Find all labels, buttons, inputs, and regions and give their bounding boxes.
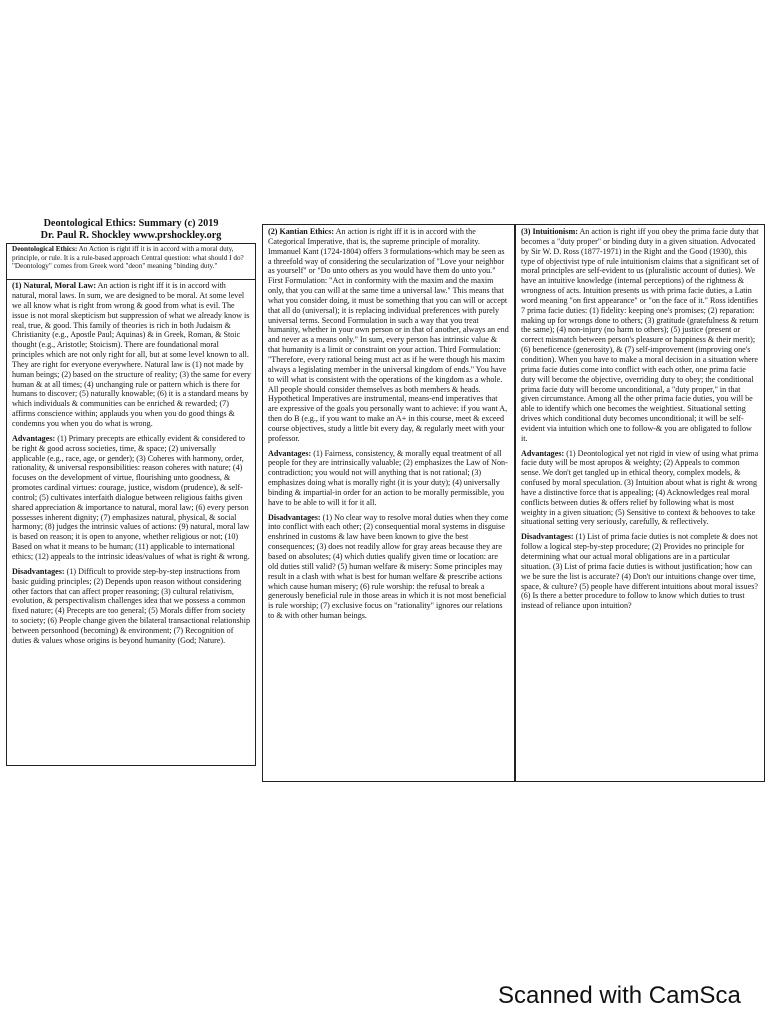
kantian-advantages: [268, 449, 509, 508]
advantages-text: (1) Deontological yet not rigid in view of using what prima facie duty will be most apropos & weighty; (2) Appeals to common sense. We don't get tangled up in ethical theory, complex models, & confused by moral speculation. (3) Intuition about what is right & wrong have a distinctive force that is appealing; (4) Acknowledges real moral conflicts between duties & offers relief by following what is most weighty in a given situation; (5) Sensitive to context & behooves to take situational setting very seriously, carefully, & reflectively.: [521, 448, 759, 527]
intro-box: [6, 243, 256, 280]
kantian-definition: [268, 227, 509, 444]
intuitionism-disadvantages: [521, 532, 759, 611]
intuitionism-advantages: [521, 449, 759, 528]
scanner-watermark: Scanned with CamSca: [498, 982, 741, 1009]
summary-sheet: [6, 218, 762, 780]
intuitionism-label: (3) Intuitionism:: [521, 227, 578, 236]
advantages-label: Advantages:: [521, 448, 565, 458]
column-intuitionism: [515, 224, 765, 782]
advantages-text: (1) Primary precepts are ethically evident & considered to be right & good across societies, time, & space; (2) universally applicable (e.g., race, age, or gender); (3) Coheres with harmony, order, rationality, & universal responsibilities: reason coheres with nature; (4) focuses on the development of virtue, flourishing unto goodness, & promotes cardinal virtues: courage, justice, wisdom (prudence), & self-control; (5) cultivates interfaith dialogue between religious faiths given shared appreciation & importance to natural, moral law; (6) every person possesses inherent dignity; (7) emphasizes natural, physical, & social harmony; (8) judges the intrinsic values of actions: (9) natural, moral law is based on reason; it is open to anyone, whether religious or not; (10) Based on what it means to be human; (11) applicable to international ethics; (12) appeals to the intrinsic ideas/values of what is right & wrong.: [12, 433, 250, 561]
intuitionism-definition: [521, 227, 759, 444]
disadvantages-label: Disadvantages:: [12, 566, 65, 576]
natural-law-disadvantages: [12, 567, 251, 646]
intuitionism-text: An action is right iff you obey the prima facie duty that becomes a "duty proper" or binding duty in a given situation. Advocated by Sir W. D. Ross (1877-1971) in the Right and the Good (1930), this type of objectivist type of rule intuitionism claims that a significant set of moral principles are self-evident to us (pluralistic account of duties). We have an intuitive knowledge (internal perceptions) of the rightness & wrongness of acts. Intuition presents us with prima facie duties, a Latin word meaning "on first appearance" or "on the face of it." Ross identifies 7 prima facie duties: (1) fidelity: keeping one's promises; (2) reparation: making up for wrongs done to others; (3) gratitude (gratefulness & return the same); (4) non-injury (no harm to others); (5) justice (present or correct mismatch between person's pleasure or happiness & their merit); (6) beneficence (generosity), & (7) self-improvement (improving one's condition). When you have to make a moral decision in a situation where prima facie duties come into conflict with each other, one prima facie duty will become the objective, overriding duty to obey; the conditional prima facie duty will become unconditional, a "duty proper," in that given circumstance. Among all the other prima facie duties, you will be able to identify which one becomes the weightiest. Situational setting drives which conditional duty becomes unconditional; it will be self-evident via intuition which one to follow-& you are obligated to follow it.: [521, 227, 759, 443]
intro-text: An Action is right iff it is in accord with a moral duty, principle, or rule. It is a rule-based approach Central question: what should I do? "Deontology" comes from Greek word "deon" meaning "binding duty.": [12, 245, 244, 270]
natural-law-text: An action is right iff it is in accord with natural, moral laws. In sum, we are designed to be moral. At some level we all know what is right from wrong & good from what is evil. The issue is not moral skepticism but suppression of what we already know is real, true, & good. This family of theories is rich in both Judaism & Christianity (e.g., Apostle Paul; Aquinas) & in Greek, Roman, & Stoic thought (e.g., Aristotle; Stoicism). There are foundational moral principles which are not only right for all, but at some level known to all. They are right for everyone everywhere. Natural law is (1) not made by human beings; (2) based on the structure of reality; (3) the same for every human & at all times; (4) unchanging rule or pattern which is there for humans to discover; (5) naturally knowable; (6) it is a standard means by which individuals & communities can be enriched & rewarded; (7) affirms conscience within; applauds you when you do good things & condemns you when you do what is wrong.: [12, 281, 251, 428]
title-line: Deontological Ethics: Summary (c) 2019: [43, 218, 219, 229]
disadvantages-text: (1) No clear way to resolve moral duties when they come into conflict with each other; (2) consequential moral systems in disguise enshrined in customs & law have been known to give the best consequences; (3) does not readily allow for gray areas because they are based on absolutes; (4) which duties qualify given time or location: are old duties still valid? (5) human welfare & misery: Some principles may result in a clash with what is best for human welfare & prescribe actions which cause human misery; (6) rule worship: the refusal to break a generously beneficial rule in those areas in which it is not most beneficial is rule worship; (7) exclusive focus on "rationality" ignores our relations to & with other human beings.: [268, 512, 509, 621]
disadvantages-label: Disadvantages:: [268, 512, 321, 522]
natural-law-label: (1) Natural, Moral Law:: [12, 281, 97, 291]
natural-law-box: [6, 280, 256, 766]
natural-law-definition: [12, 281, 251, 429]
kantian-text: An action is right iff it is in accord with the Categorical Imperative, that is, the supreme principle of morality. Immanuel Kant (1724-1804) offers 3 formulations-which may be seen as a threefold way of considering the secularization of "Love your neighbor as yourself" or "Do unto others as you would have them do unto you." First Formulation: "Act in conformity with the maxim and the maxim only, that you can will at the same time a universal law." This means that what you consider doing, it must be something that you can will or accept that all do (universal); it is replacing individual preferences with purely universal terms. Second Formulation in such a way that you treat humanity, whether in your own person or in that of another, always an end and never as a means only." In sum, every person has intrinsic value & that humanity is a limit or constraint on your action. Third Formulation: "Therefore, every rational being must act as if he were though his maxim always a legislating member in the universal kingdom of ends." You have to will what is consistent with the operations of the kingdom as a whole. All people should consider themselves as both members & heads. Hypothetical Imperatives are instrumental, means-end imperatives that are expressive of the goals you personally want to achieve: if you want A, then do B (e.g., if you want to make an A+ in this course, meet & exceed course objectives, study a little bit every day, & regularly meet with your professor.: [268, 227, 509, 443]
kantian-disadvantages: [268, 513, 509, 621]
kantian-label: (2) Kantian Ethics:: [268, 227, 335, 236]
natural-law-advantages: [12, 434, 251, 562]
advantages-text: (1) Fairness, consistency, & morally equal treatment of all people for they are intrinsically valuable; (2) emphasizes the Law of Non-contradiction; you would not will anything that is not rational; (3) emphasizes doing what is morally right (it is your duty); (4) universally binding & impartial-in order for an action to be morally permissible, you have to be able to will it for it all.: [268, 448, 508, 507]
document-title: [6, 218, 256, 241]
author-line: Dr. Paul R. Shockley www.prshockley.org: [40, 229, 222, 241]
advantages-label: Advantages:: [268, 448, 312, 458]
disadvantages-text: (1) Difficult to provide step-by-step instructions from basic guiding principles; (2) Depends upon reason without considering other factors that can affect proper reasoning; (3) cultural relativism, evolution, & perspectivalism challenges idea that we possess a common fixed nature; (4) Precepts are too general; (5) Morals differ from society to society; (6) People change given the bilateral transactional relationship between personhood (becoming) & environment; (7) Recognition of duties & values whose origins is beyond humanity (God; Nature).: [12, 566, 251, 645]
advantages-label: Advantages:: [12, 433, 56, 443]
disadvantages-text: (1) List of prima facie duties is not complete & does not follow a logical step-by-step procedure; (2) Provides no principle for determining what our actual moral obligations are in a particular situation. (3) List of prima facie duties is without justification; how can we be sure the list is accurate? (4) Don't our intuitions change over time, space, & culture? (5) people have different intuitions about moral issues? (6) Is there a better procedure to follow to know which duties to trust instead of reliance upon intuition?: [521, 532, 758, 611]
disadvantages-label: Disadvantages:: [521, 532, 574, 542]
column-natural-law: [6, 218, 256, 780]
intro-label: Deontological Ethics:: [12, 245, 78, 254]
column-kantian-ethics: [262, 224, 515, 782]
